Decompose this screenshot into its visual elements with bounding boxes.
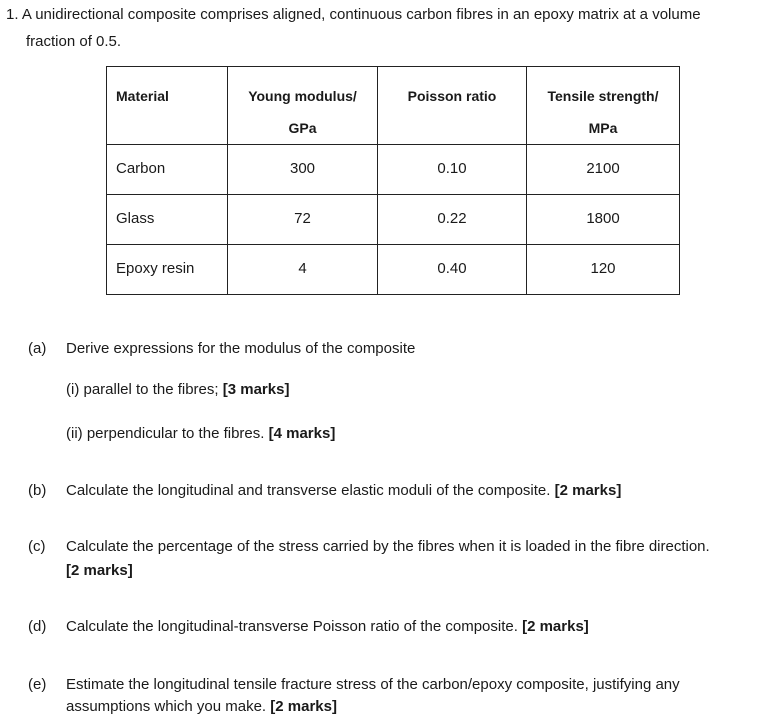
marks-badge: [2 marks]: [270, 698, 337, 715]
header-poisson-ratio: Poisson ratio: [378, 67, 527, 145]
table-row: [107, 245, 680, 295]
marks-badge: [2 marks]: [522, 618, 589, 635]
cell-poisson-ratio: 0.40: [378, 245, 527, 295]
intro-line-1: A unidirectional composite comprises aligned, continuous carbon fibres in an epoxy matrix at a volume: [21, 6, 701, 23]
cell-young-modulus: 4: [228, 245, 378, 295]
cell-young-modulus: 72: [228, 195, 378, 245]
marks-badge: [4 marks]: [268, 425, 336, 442]
header-material: Material: [107, 67, 228, 145]
part-b-text: Calculate the longitudinal and transverse elastic moduli of the composite. [2 marks]: [66, 482, 622, 499]
question-intro: [6, 1, 701, 55]
table-row: [107, 195, 680, 245]
header-tensile-strength: Tensile strength/ MPa: [527, 67, 680, 145]
cell-poisson-ratio: 0.10: [378, 145, 527, 195]
part-c-label: (c): [28, 538, 46, 555]
part-a-ii: (ii) perpendicular to the fibres. [4 marks]: [66, 425, 336, 442]
header-young-modulus: Young modulus/ GPa: [228, 67, 378, 145]
intro-line-2: fraction of 0.5.: [26, 33, 122, 50]
part-a-label: (a): [28, 340, 47, 357]
cell-young-modulus: 300: [228, 145, 378, 195]
material-properties-table: [106, 66, 680, 295]
part-c-text: Calculate the percentage of the stress carried by the fibres when it is loaded in the fibre direction.: [66, 538, 710, 555]
cell-tensile-strength: 1800: [527, 195, 680, 245]
table-header-row: [107, 67, 680, 145]
cell-material: Carbon: [107, 145, 228, 195]
marks-badge: [2 marks]: [66, 562, 133, 579]
part-a-i: (i) parallel to the fibres; [3 marks]: [66, 381, 290, 398]
part-b-label: (b): [28, 482, 47, 499]
part-d-label: (d): [28, 618, 47, 635]
marks-badge: [2 marks]: [554, 482, 622, 499]
part-a-text: Derive expressions for the modulus of the composite: [66, 340, 416, 357]
cell-material: Glass: [107, 195, 228, 245]
part-e-text-line2: assumptions which you make. [2 marks]: [66, 698, 337, 715]
marks-badge: [3 marks]: [222, 381, 290, 398]
part-d-text: Calculate the longitudinal-transverse Poisson ratio of the composite. [2 marks]: [66, 618, 589, 635]
table-row: [107, 145, 680, 195]
cell-poisson-ratio: 0.22: [378, 195, 527, 245]
part-e-label: (e): [28, 676, 47, 693]
cell-material: Epoxy resin: [107, 245, 228, 295]
cell-tensile-strength: 2100: [527, 145, 680, 195]
cell-tensile-strength: 120: [527, 245, 680, 295]
question-number: 1.: [6, 6, 19, 23]
part-e-text-line1: Estimate the longitudinal tensile fracture stress of the carbon/epoxy composite, justifying any: [66, 676, 680, 693]
